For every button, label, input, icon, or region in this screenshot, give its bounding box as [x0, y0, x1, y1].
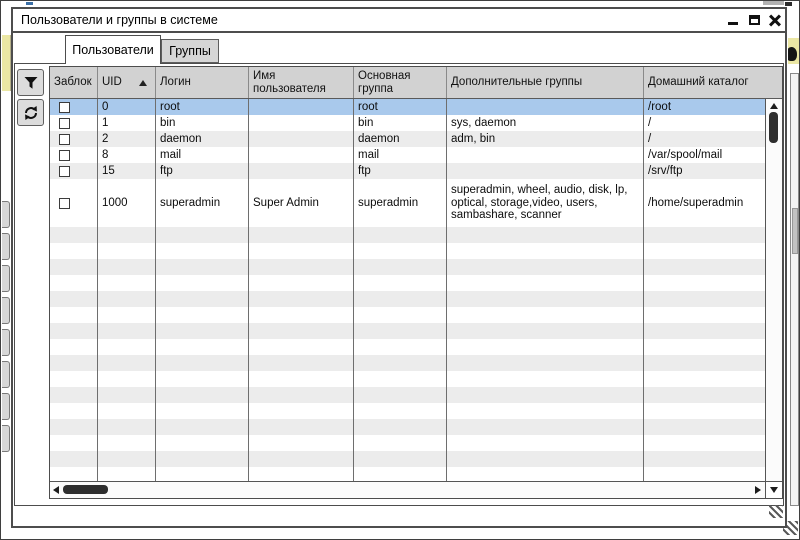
background-titlebar-fragment [26, 2, 33, 5]
empty-cell [354, 275, 447, 291]
empty-row [50, 339, 765, 355]
cell-additional_groups [447, 99, 644, 115]
cell-primary_group: bin [354, 115, 447, 131]
empty-cell [50, 451, 98, 467]
empty-cell [249, 259, 354, 275]
empty-cell [50, 435, 98, 451]
empty-row [50, 451, 765, 467]
background-user-icon [788, 38, 800, 64]
cell-locked [50, 115, 98, 131]
cell-home: /var/spool/mail [648, 148, 723, 161]
table-body [50, 99, 765, 481]
cell-home: / [648, 116, 652, 129]
empty-cell [98, 339, 156, 355]
cell-uid: 1 [98, 115, 156, 131]
tab-groups[interactable]: Группы [161, 39, 219, 63]
empty-cell [98, 259, 156, 275]
empty-cell [98, 291, 156, 307]
minimize-icon [728, 22, 738, 25]
cell-home: /root [648, 100, 672, 113]
minimize-button[interactable] [727, 14, 740, 27]
cell-home: / [648, 132, 652, 145]
empty-row [50, 371, 765, 387]
empty-cell [156, 243, 249, 259]
empty-cell [354, 339, 447, 355]
empty-cell [98, 355, 156, 371]
empty-cell [98, 435, 156, 451]
empty-cell [354, 243, 447, 259]
dialog-users-groups [11, 7, 787, 528]
cell-uid: 2 [98, 131, 156, 147]
empty-cell [354, 451, 447, 467]
empty-cell [447, 419, 644, 435]
empty-cell [354, 259, 447, 275]
empty-cell [447, 227, 644, 243]
cell-login: bin [156, 115, 249, 131]
filter-button[interactable] [17, 69, 44, 96]
empty-cell [98, 323, 156, 339]
empty-cell [156, 419, 249, 435]
cell-additional_groups: sys, daemon [447, 115, 644, 131]
horizontal-scrollbar-thumb[interactable] [63, 485, 108, 494]
empty-cell [249, 451, 354, 467]
table-row[interactable] [50, 131, 765, 147]
empty-row [50, 403, 765, 419]
empty-cell [644, 451, 765, 467]
column-header-uid[interactable]: UID [98, 67, 156, 98]
empty-cell [447, 339, 644, 355]
empty-row [50, 227, 765, 243]
empty-row [50, 291, 765, 307]
empty-cell [354, 387, 447, 403]
empty-row [50, 307, 765, 323]
empty-cell [98, 307, 156, 323]
empty-cell [447, 435, 644, 451]
empty-cell [354, 227, 447, 243]
empty-cell [249, 435, 354, 451]
window-controls [727, 12, 782, 29]
empty-cell [644, 419, 765, 435]
empty-cell [644, 371, 765, 387]
empty-cell [447, 243, 644, 259]
empty-cell [249, 227, 354, 243]
cell-login: ftp [156, 163, 249, 179]
empty-cell [156, 291, 249, 307]
scroll-left-icon[interactable] [53, 486, 59, 494]
cell-name [249, 163, 354, 179]
cell-name: Super Admin [249, 179, 354, 227]
table-row[interactable] [50, 147, 765, 163]
empty-cell [98, 243, 156, 259]
background-toolbar-button [2, 425, 10, 452]
background-toolbar-button [2, 329, 10, 356]
dialog-titlebar[interactable] [13, 9, 785, 33]
cell-uid: 0 [98, 99, 156, 115]
empty-cell [644, 355, 765, 371]
scroll-down-icon[interactable] [770, 487, 778, 493]
empty-cell [249, 371, 354, 387]
dialog-title: Пользователи и группы в системе [21, 13, 218, 27]
cell-locked [50, 179, 98, 227]
empty-cell [447, 291, 644, 307]
empty-cell [156, 403, 249, 419]
cell-login: superadmin [156, 179, 249, 227]
empty-cell [156, 435, 249, 451]
cell-additional_groups: superadmin, wheel, audio, disk, lp, optical, storage,video, users, sambashare, scanner [447, 179, 644, 227]
empty-row [50, 467, 765, 481]
empty-cell [249, 355, 354, 371]
empty-cell [354, 307, 447, 323]
empty-cell [249, 419, 354, 435]
refresh-icon [23, 105, 39, 121]
empty-row [50, 323, 765, 339]
vertical-scrollbar[interactable] [765, 99, 782, 481]
empty-cell [354, 467, 447, 481]
empty-cell [249, 291, 354, 307]
filter-icon [23, 75, 39, 91]
cell-name [249, 99, 354, 115]
column-header-locked[interactable]: Заблок [50, 67, 98, 98]
cell-additional_groups [447, 147, 644, 163]
empty-cell [644, 435, 765, 451]
cell-primary_group: superadmin [354, 179, 447, 227]
dialog-resize-grip[interactable] [769, 505, 783, 518]
empty-cell [644, 323, 765, 339]
empty-cell [50, 227, 98, 243]
background-toolbar-button [2, 297, 10, 324]
cell-uid: 8 [98, 147, 156, 163]
empty-cell [644, 275, 765, 291]
empty-cell [156, 451, 249, 467]
empty-cell [447, 323, 644, 339]
table-row[interactable] [50, 99, 765, 115]
maximize-icon [749, 15, 760, 25]
background-titlebar-fragment [763, 1, 784, 5]
background-toolbar-button [2, 361, 10, 388]
empty-cell [50, 259, 98, 275]
empty-cell [98, 467, 156, 481]
cell-locked [50, 99, 98, 115]
table-row[interactable] [50, 115, 765, 131]
empty-cell [98, 227, 156, 243]
empty-cell [156, 355, 249, 371]
empty-cell [156, 275, 249, 291]
empty-cell [156, 323, 249, 339]
background-toolbar-button [2, 233, 10, 260]
empty-cell [249, 243, 354, 259]
table-header [50, 67, 782, 99]
empty-cell [447, 355, 644, 371]
empty-cell [644, 387, 765, 403]
empty-row [50, 259, 765, 275]
locked-checkbox[interactable] [59, 198, 70, 209]
cell-uid: 1000 [98, 179, 156, 227]
horizontal-scrollbar[interactable] [50, 481, 765, 498]
empty-cell [644, 339, 765, 355]
empty-cell [50, 403, 98, 419]
empty-cell [447, 371, 644, 387]
close-button[interactable] [769, 14, 782, 27]
column-header-home[interactable]: Домашний каталог [648, 76, 749, 89]
maximize-button[interactable] [748, 14, 761, 27]
column-header-name[interactable]: Имя пользователя [249, 67, 354, 98]
locked-checkbox[interactable] [59, 102, 70, 113]
empty-cell [50, 307, 98, 323]
empty-row [50, 387, 765, 403]
empty-cell [156, 227, 249, 243]
empty-cell [447, 387, 644, 403]
empty-cell [156, 259, 249, 275]
empty-cell [249, 467, 354, 481]
empty-cell [354, 403, 447, 419]
cell-locked [50, 131, 98, 147]
cell-login: root [156, 99, 249, 115]
cell-primary_group: root [354, 99, 447, 115]
background-close-fragment [785, 2, 792, 6]
background-toolbar-button [2, 265, 10, 292]
empty-cell [447, 467, 644, 481]
scroll-right-icon[interactable] [755, 486, 761, 494]
empty-cell [249, 403, 354, 419]
empty-cell [249, 323, 354, 339]
tab-users[interactable]: Пользователи [65, 35, 161, 64]
locked-checkbox[interactable] [59, 134, 70, 145]
empty-cell [354, 419, 447, 435]
empty-cell [156, 387, 249, 403]
column-header-login[interactable]: Логин [156, 67, 249, 98]
vertical-scrollbar-thumb[interactable] [769, 112, 778, 143]
empty-cell [50, 243, 98, 259]
background-panel-fragment [2, 35, 11, 91]
cell-primary_group: ftp [354, 163, 447, 179]
locked-checkbox[interactable] [59, 150, 70, 161]
refresh-button[interactable] [17, 99, 44, 126]
cell-login: daemon [156, 131, 249, 147]
background-toolbar-button [2, 393, 10, 420]
empty-cell [644, 227, 765, 243]
status-bar [14, 507, 784, 525]
close-icon [769, 14, 782, 27]
column-header-additional-groups[interactable]: Дополнительные группы [447, 67, 644, 98]
empty-cell [644, 467, 765, 481]
empty-cell [354, 323, 447, 339]
empty-cell [98, 403, 156, 419]
locked-checkbox[interactable] [59, 118, 70, 129]
empty-row [50, 355, 765, 371]
empty-cell [249, 275, 354, 291]
empty-cell [354, 371, 447, 387]
empty-cell [644, 259, 765, 275]
empty-cell [447, 259, 644, 275]
empty-cell [50, 323, 98, 339]
empty-cell [447, 275, 644, 291]
empty-cell [644, 307, 765, 323]
empty-cell [644, 291, 765, 307]
background-toolbar-button [2, 201, 10, 228]
empty-cell [156, 371, 249, 387]
empty-row [50, 243, 765, 259]
empty-cell [249, 339, 354, 355]
empty-cell [354, 355, 447, 371]
cell-uid: 15 [98, 163, 156, 179]
empty-row [50, 275, 765, 291]
empty-cell [98, 451, 156, 467]
background-scrollbar [790, 73, 799, 506]
empty-cell [156, 339, 249, 355]
table-row[interactable] [50, 163, 765, 179]
empty-cell [156, 307, 249, 323]
sort-ascending-icon [139, 80, 147, 86]
cell-home: /srv/ftp [648, 164, 683, 177]
empty-cell [98, 275, 156, 291]
cell-name [249, 115, 354, 131]
empty-cell [98, 371, 156, 387]
empty-cell [447, 403, 644, 419]
empty-cell [156, 467, 249, 481]
scroll-up-icon[interactable] [770, 103, 778, 109]
empty-cell [249, 307, 354, 323]
empty-cell [644, 403, 765, 419]
empty-cell [50, 419, 98, 435]
empty-row [50, 435, 765, 451]
cell-additional_groups: adm, bin [447, 131, 644, 147]
empty-cell [354, 435, 447, 451]
empty-cell [50, 371, 98, 387]
empty-row [50, 419, 765, 435]
cell-home: /home/superadmin [648, 196, 744, 209]
cell-name [249, 131, 354, 147]
empty-cell [447, 451, 644, 467]
users-table [49, 66, 783, 499]
scrollbar-corner[interactable] [765, 481, 782, 498]
cell-locked [50, 163, 98, 179]
cell-primary_group: mail [354, 147, 447, 163]
empty-cell [249, 387, 354, 403]
empty-cell [50, 275, 98, 291]
cell-primary_group: daemon [354, 131, 447, 147]
cell-login: mail [156, 147, 249, 163]
empty-cell [644, 243, 765, 259]
empty-cell [354, 291, 447, 307]
cell-name [249, 147, 354, 163]
empty-cell [98, 387, 156, 403]
empty-cell [50, 291, 98, 307]
empty-cell [50, 355, 98, 371]
empty-cell [50, 467, 98, 481]
cell-locked [50, 147, 98, 163]
locked-checkbox[interactable] [59, 166, 70, 177]
empty-cell [447, 307, 644, 323]
empty-cell [50, 339, 98, 355]
empty-cell [98, 419, 156, 435]
table-row[interactable] [50, 179, 765, 227]
empty-cell [50, 387, 98, 403]
column-header-primary-group[interactable]: Основная группа [354, 67, 447, 98]
background-scrollbar-thumb [792, 208, 798, 254]
cell-additional_groups [447, 163, 644, 179]
